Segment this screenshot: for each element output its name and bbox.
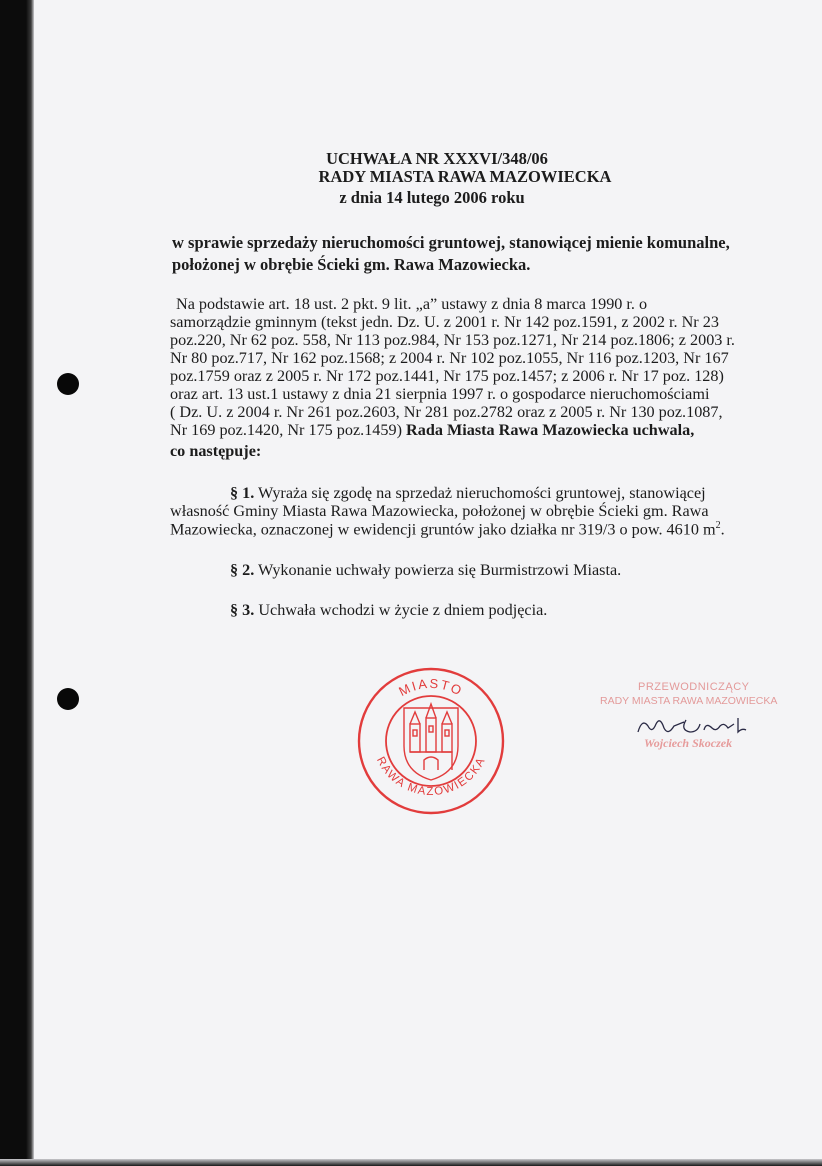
resolution-date: z dnia 14 lutego 2006 roku bbox=[339, 188, 525, 207]
section-1-text: Wyraża się zgodę na sprzedaż nieruchomości gruntowej, stanowiącej bbox=[254, 484, 706, 502]
area-superscript: 2 bbox=[715, 520, 721, 531]
section-2-mark: § 2. bbox=[230, 561, 255, 579]
section-1-text: Mazowiecka, oznaczonej w ewidencji gruntów jako działka nr 319/3 o pow. 4610 m bbox=[170, 520, 716, 539]
council-resolves: Rada Miasta Rawa Mazowiecka uchwala, bbox=[406, 421, 695, 439]
scan-left-edge bbox=[0, 0, 34, 1166]
signature-title: PRZEWODNICZĄCY bbox=[638, 681, 750, 693]
scan-bottom-edge bbox=[0, 1159, 822, 1166]
section-3-mark: § 3. bbox=[230, 601, 255, 619]
preamble-line: Na podstawie art. 18 ust. 2 pkt. 9 lit. „a” ustawy z dnia 8 marca 1990 r. o bbox=[176, 295, 648, 313]
section-1-line bbox=[170, 520, 725, 539]
punch-hole-top bbox=[57, 373, 79, 395]
punch-hole-bottom bbox=[57, 688, 79, 710]
council-name: RADY MIASTA RAWA MAZOWIECKA bbox=[318, 167, 612, 186]
section-1-line: własność Gminy Miasta Rawa Mazowiecka, położonej w obrębie Ścieki gm. Rawa bbox=[170, 502, 709, 520]
preamble-line: oraz art. 13 ust.1 ustawy z dnia 21 sierpnia 1997 r. o gospodarce nieruchomościami bbox=[170, 385, 710, 403]
resolution-number: UCHWAŁA NR XXXVI/348/06 bbox=[326, 149, 548, 168]
section-1-end: . bbox=[720, 520, 725, 539]
preamble-closing: co następuje: bbox=[170, 442, 262, 460]
preamble-line-last bbox=[170, 421, 694, 440]
preamble-line: poz.1759 oraz z 2005 r. Nr 172 poz.1441, Nr 175 poz.1457; z 2006 r. Nr 17 poz. 128) bbox=[170, 367, 724, 385]
section-3-text: Uchwała wchodzi w życie z dniem podjęcia. bbox=[254, 601, 548, 619]
section-3 bbox=[230, 601, 547, 620]
coat-of-arms-icon bbox=[404, 704, 458, 780]
seal-bottom-text: RAWA MAZOWIECKA bbox=[373, 755, 489, 799]
preamble-line: ( Dz. U. z 2004 r. Nr 261 poz.2603, Nr 281 poz.2782 oraz z 2005 r. Nr 130 poz.1087, bbox=[170, 403, 723, 421]
chairman-signature-stamp bbox=[598, 680, 798, 760]
seal-inner-ring bbox=[386, 696, 476, 786]
preamble-line: samorządzie gminnym (tekst jedn. Dz. U. z 2001 r. Nr 142 poz.1591, z 2002 r. Nr 23 bbox=[170, 313, 719, 331]
section-1-mark: § 1. bbox=[230, 484, 255, 502]
section-1-line bbox=[230, 484, 706, 503]
seal-top-text: MIASTO bbox=[396, 675, 466, 700]
preamble-line: Nr 80 poz.717, Nr 162 poz.1568; z 2004 r. Nr 102 poz.1055, Nr 116 poz.1203, Nr 167 bbox=[170, 349, 729, 367]
city-seal-stamp bbox=[356, 666, 506, 816]
preamble-citation: Nr 169 poz.1420, Nr 175 poz.1459) bbox=[170, 421, 407, 439]
resolution-subject bbox=[172, 232, 792, 276]
preamble-line: poz.220, Nr 62 poz. 558, Nr 113 poz.984, Nr 153 poz.1271, Nr 214 poz.1806; z 2003 r. bbox=[170, 331, 735, 349]
chairman-name: Wojciech Skoczek bbox=[644, 736, 733, 750]
section-2 bbox=[230, 561, 621, 580]
signature-title-council: RADY MIASTA RAWA MAZOWIECKA bbox=[600, 695, 778, 707]
subject-line: w sprawie sprzedaży nieruchomości gruntowej, stanowiącej mienie komunalne, bbox=[172, 233, 730, 252]
section-2-text: Wykonanie uchwały powierza się Burmistrzowi Miasta. bbox=[254, 561, 622, 579]
subject-line: położonej w obrębie Ścieki gm. Rawa Mazowiecka. bbox=[172, 255, 531, 274]
